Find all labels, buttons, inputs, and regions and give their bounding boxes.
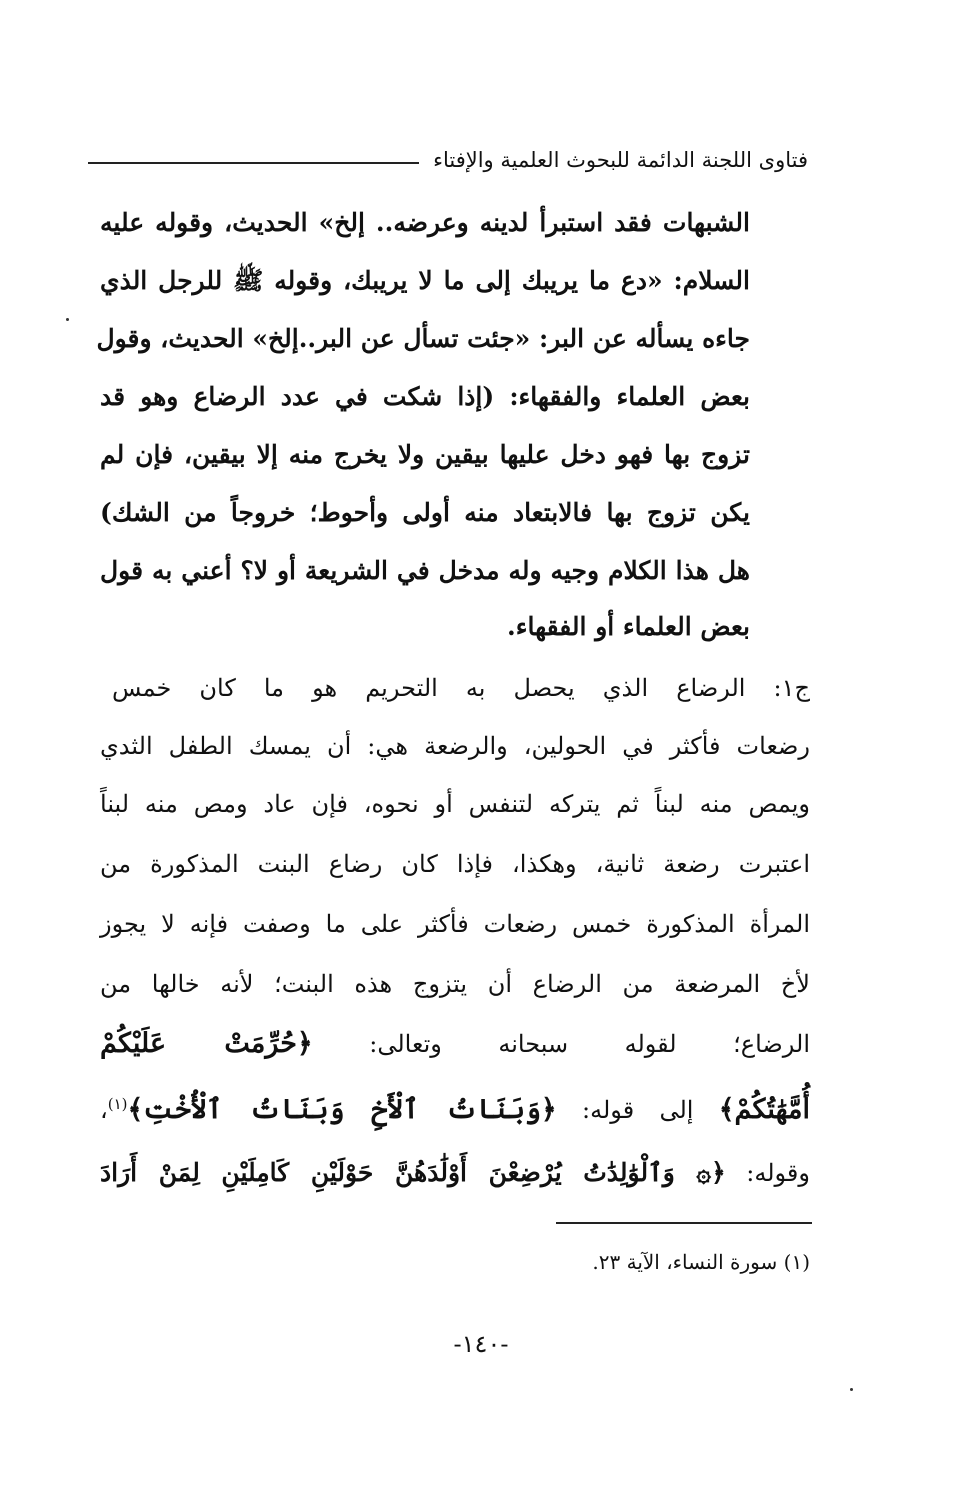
quran-line-middle: إلى قوله: [556, 1096, 719, 1124]
quran-verse: ﴿وَبَنَاتُ ٱلْأَخِ وَبَنَاتُ ٱلْأُخْتِ﴾ [127, 1094, 557, 1125]
quran-line-suffix: ، [100, 1096, 108, 1124]
quran-line [100, 1030, 810, 1074]
header-title: فتاوى اللجنة الدائمة للبحوث العلمية والإفتاء [433, 147, 808, 172]
question-line: هل هذا الكلام وجيه وله مدخل في الشريعة أو لا؟ أعني به قول [100, 556, 750, 585]
quran-line-prefix: وقوله: [725, 1159, 810, 1187]
quran-verse: ﴿حُرِّمَتْ عَلَيْكُمْ [100, 1028, 313, 1059]
answer-line: اعتبرت رضعة ثانية، وهكذا، فإذا كان رضاع البنت المذكورة من [100, 850, 810, 878]
quran-line-prefix: الرضاع؛ لقوله سبحانه وتعالى: [312, 1030, 810, 1058]
question-line: يكن تزوج بها فالابتعاد منه أولى وأحوط؛ خروجاً من الشك) [100, 498, 750, 527]
question-line: السلام: «دع ما يريبك إلى ما لا يريبك، وقوله ﷺ للرجل الذي [100, 266, 750, 295]
question-line: جاءه يسأله عن البر: «جئت تسأل عن البر..إلخ» الحديث، وقول [96, 324, 750, 353]
scan-speck [66, 318, 69, 321]
running-header [88, 140, 808, 180]
page-number: -١٤٠- [453, 1330, 509, 1358]
footnote: (١) سورة النساء، الآية ٢٣. [592, 1250, 810, 1274]
footnote-separator [556, 1222, 812, 1224]
question-line: بعض العلماء والفقهاء: (إذا شكت في عدد الرضاع وهو قد [100, 382, 750, 411]
answer-line: ويمص منه لبناً ثم يتركه لتنفس أو نحوه، فإن عاد ومص منه لبناً [100, 790, 810, 818]
scan-speck [850, 1388, 853, 1391]
question-line: تزوج بها فهو دخل عليها بيقين ولا يخرج منه إلا بيقين، فإن لم [100, 440, 750, 469]
answer-line: رضعات فأكثر في الحولين، والرضعة هي: أن يمسك الطفل الثدي [100, 732, 810, 760]
answer-line: ج١: الرضاع الذي يحصل به التحريم هو ما كان خمس [112, 674, 810, 702]
quran-verse: أُمَّهَٰتُكُمْ﴾ [718, 1094, 810, 1125]
question-line: الشبهات فقد استبرأ لدينه وعرضه.. إلخ» الحديث، وقوله عليه [100, 208, 750, 237]
footnote-marker[interactable]: (١) [107, 1095, 128, 1113]
quran-verse: ﴿۞ وَٱلْوَٰلِدَٰتُ يُرْضِعْنَ أَوْلَٰدَهُنَّ حَوْلَيْنِ كَامِلَيْنِ لِمَنْ أَرَادَ [100, 1158, 726, 1187]
answer-line: لأخ المرضعة من الرضاع أن يتزوج هذه البنت؛ لأنه خالها من [100, 970, 810, 998]
answer-line: المرأة المذكورة خمس رضعات فأكثر على ما وصفت فإنه لا يجوز [100, 910, 810, 938]
quran-line [100, 1096, 810, 1140]
quran-line [100, 1160, 810, 1204]
header-rule [88, 162, 419, 164]
question-line: بعض العلماء أو الفقهاء. [507, 612, 750, 641]
